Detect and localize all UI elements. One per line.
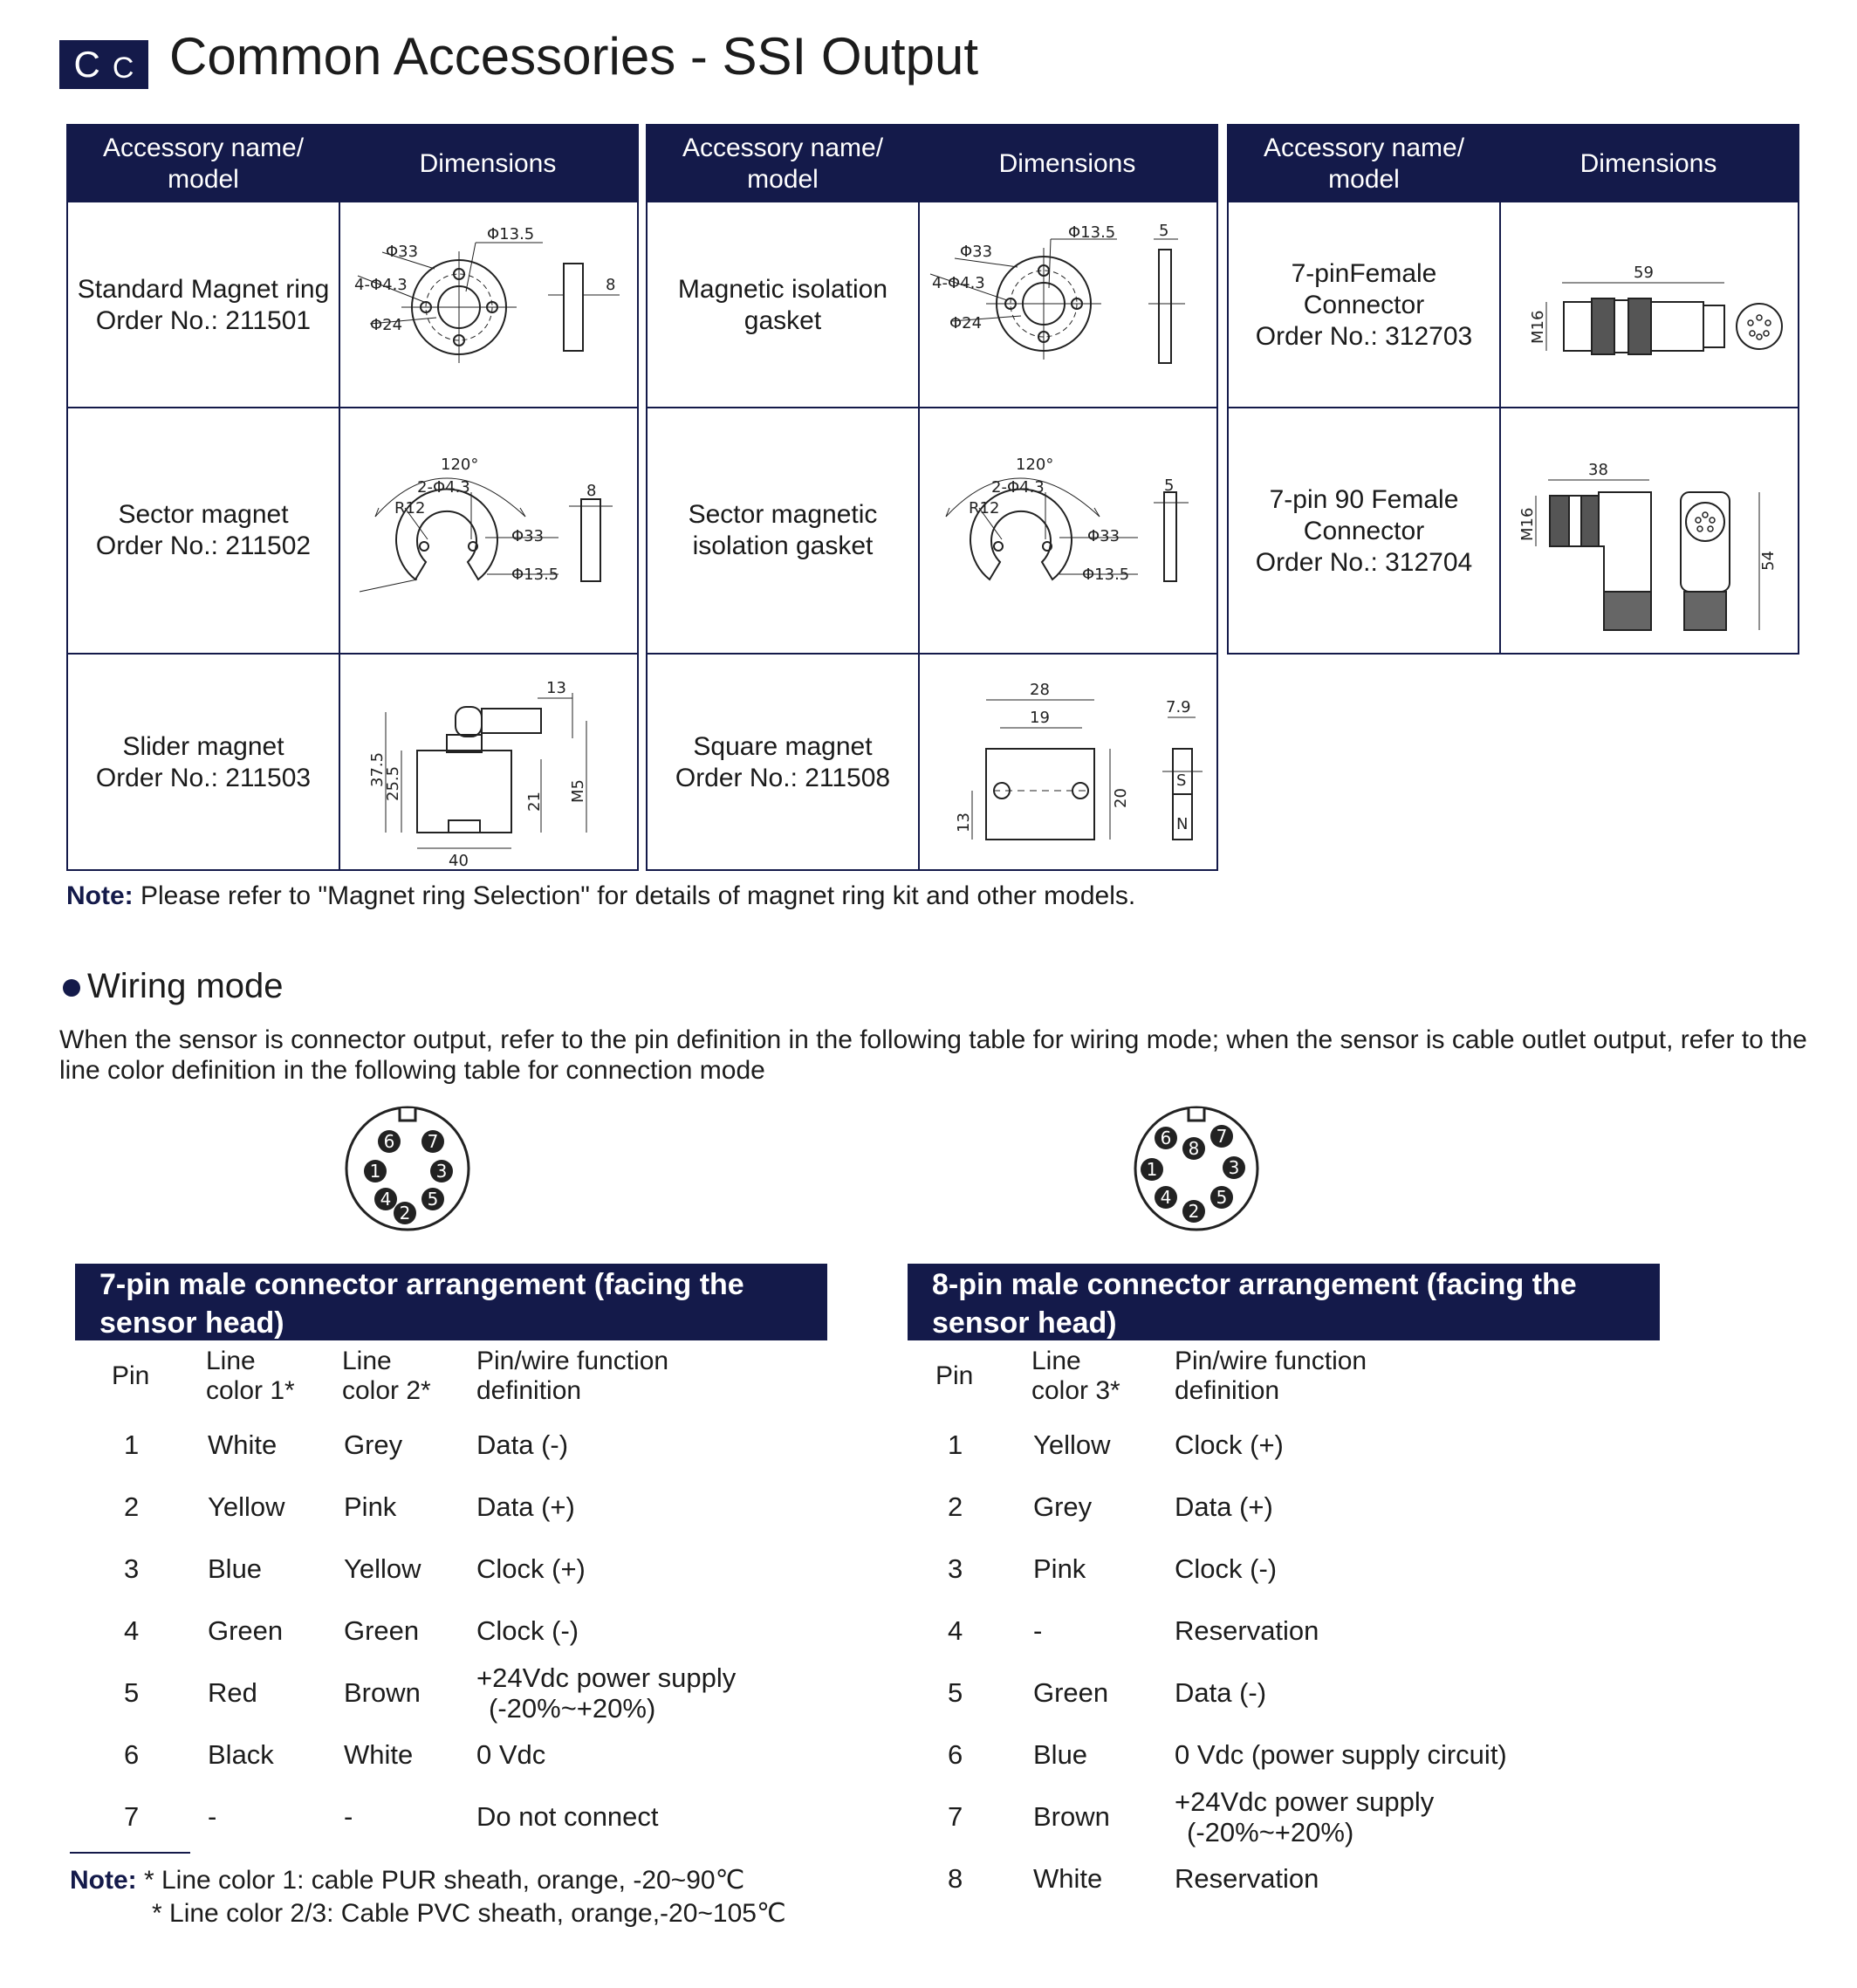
pin-number: 5 bbox=[1216, 1187, 1228, 1208]
cell-pin: 8 bbox=[948, 1863, 963, 1894]
accessory-name: Magnetic isolation gasket bbox=[677, 275, 888, 335]
cell-line-color-2: Grey bbox=[344, 1429, 403, 1460]
cell-function: Reservation bbox=[1175, 1863, 1319, 1894]
cell-pin: 7 bbox=[948, 1801, 963, 1832]
pin-number: 6 bbox=[1160, 1128, 1172, 1148]
header-accessory-name: Accessory name/ model bbox=[102, 134, 305, 194]
dimension-drawing-sector-magnet bbox=[340, 408, 637, 653]
cell-line-color-2: Yellow bbox=[344, 1553, 421, 1584]
cell-line-color-1: Red bbox=[208, 1677, 257, 1708]
cell-pin: 2 bbox=[124, 1491, 140, 1522]
accessory-table-1 bbox=[66, 124, 639, 871]
dim-label: Φ13.5 bbox=[511, 566, 559, 584]
cell-function: +24Vdc power supply bbox=[1175, 1786, 1435, 1817]
table-header bbox=[68, 126, 637, 202]
note-label: Note: bbox=[70, 1866, 137, 1895]
order-number: Order No.: 211503 bbox=[95, 764, 312, 792]
bullet-icon bbox=[63, 979, 80, 997]
cell-line-color-1: Yellow bbox=[208, 1491, 285, 1522]
cell-line-color-1: - bbox=[208, 1801, 217, 1832]
header-dimensions: Dimensions bbox=[1579, 149, 1717, 178]
dimension-drawing-square-magnet bbox=[920, 655, 1216, 871]
dim-label: 28 bbox=[1030, 681, 1050, 699]
accessory-name: Sector magnetic isolation gasket bbox=[688, 500, 878, 560]
dim-label: 4-Φ4.3 bbox=[932, 274, 985, 292]
cell-line-color-3: Green bbox=[1033, 1677, 1109, 1708]
dim-label: 2-Φ4.3 bbox=[991, 478, 1045, 497]
cell-function: Clock (-) bbox=[476, 1615, 579, 1646]
badge-letter-small: C bbox=[112, 51, 134, 85]
section-title-wiring: Wiring mode bbox=[87, 967, 284, 1005]
cell-function: Clock (-) bbox=[1175, 1553, 1278, 1584]
cell-line-color-3: White bbox=[1033, 1863, 1103, 1894]
dim-label: 8 bbox=[586, 482, 597, 500]
table-header bbox=[648, 126, 1216, 202]
dim-label: Φ13.5 bbox=[1082, 566, 1130, 584]
cell-line-color-2: - bbox=[344, 1801, 353, 1832]
cell-line-color-3: - bbox=[1033, 1615, 1043, 1646]
dim-label: R12 bbox=[969, 499, 1000, 518]
pin-number: 1 bbox=[369, 1161, 381, 1182]
cell-function: 0 Vdc bbox=[476, 1739, 546, 1770]
accessory-name: 7-pin 90 Female Connector bbox=[1269, 485, 1459, 545]
order-number: Order No.: 211502 bbox=[95, 531, 312, 560]
pole-label: S bbox=[1176, 771, 1187, 790]
pin-number: 1 bbox=[1146, 1159, 1158, 1180]
order-number: Order No.: 312703 bbox=[1255, 322, 1473, 351]
dim-label: Φ13.5 bbox=[487, 225, 535, 243]
accessory-table-2 bbox=[646, 124, 1218, 871]
dim-label: 54 bbox=[1759, 551, 1778, 571]
pin-number: 2 bbox=[1188, 1201, 1200, 1222]
col-head-line-color-1: Line color 1* bbox=[206, 1347, 295, 1405]
dim-label: Φ33 bbox=[1087, 527, 1120, 545]
pin-number: 5 bbox=[427, 1189, 439, 1210]
header-dimensions: Dimensions bbox=[998, 149, 1136, 178]
cell-line-color-2: Green bbox=[344, 1615, 420, 1646]
pin-number: 6 bbox=[383, 1131, 395, 1152]
cell-line-color-1: Green bbox=[208, 1615, 284, 1646]
header-dimensions: Dimensions bbox=[419, 149, 557, 178]
col-head-line-color-3: Line color 3* bbox=[1031, 1347, 1120, 1405]
accessory-standard-magnet-ring bbox=[68, 204, 339, 407]
dimension-drawing-slider-magnet bbox=[340, 655, 637, 871]
cell-line-color-3: Blue bbox=[1033, 1739, 1088, 1770]
dim-label: 59 bbox=[1634, 264, 1654, 282]
dim-label: 25.5 bbox=[384, 765, 402, 801]
accessory-magnetic-isolation-gasket bbox=[648, 204, 918, 407]
cell-pin: 5 bbox=[124, 1677, 140, 1708]
pin-number: 4 bbox=[380, 1189, 392, 1210]
cell-line-color-3: Pink bbox=[1033, 1553, 1086, 1584]
dim-label: R12 bbox=[394, 499, 426, 518]
cell-pin: 5 bbox=[948, 1677, 963, 1708]
col-head-pin: Pin bbox=[935, 1361, 974, 1390]
note-divider bbox=[70, 1852, 190, 1854]
accessory-7pin-90-female-connector bbox=[1229, 408, 1499, 655]
badge-letter-large: C bbox=[73, 44, 100, 85]
note-magnet-selection bbox=[66, 881, 1135, 911]
order-number: Order No.: 211501 bbox=[95, 306, 312, 335]
accessory-name: Standard Magnet ring bbox=[77, 275, 330, 304]
order-number: Order No.: 312704 bbox=[1255, 548, 1473, 577]
pin-number: 3 bbox=[435, 1161, 448, 1182]
cell-function: Data (+) bbox=[476, 1491, 575, 1522]
note-line-1: * Line color 1: cable PUR sheath, orange, -20~90℃ bbox=[136, 1866, 745, 1895]
col-head-function: Pin/wire function definition bbox=[476, 1347, 669, 1405]
accessory-square-magnet bbox=[648, 655, 918, 871]
accessory-slider-magnet bbox=[68, 655, 339, 871]
cell-function-range: (-20%~+20%) bbox=[1187, 1817, 1354, 1847]
cell-pin: 1 bbox=[124, 1429, 140, 1460]
pin-number: 7 bbox=[427, 1131, 439, 1152]
dim-label: 5 bbox=[1164, 476, 1175, 495]
dim-label: 40 bbox=[449, 852, 469, 870]
dimension-drawing-isolation-gasket bbox=[920, 204, 1216, 407]
cell-pin: 6 bbox=[124, 1739, 140, 1770]
dimension-drawing-sector-gasket bbox=[920, 408, 1216, 653]
wiring-description: When the sensor is connector output, refer to the pin definition in the following table for wiring mode; when the sensor is cable outlet output, refer to the line color definition in the following table for connection mode bbox=[59, 1025, 1807, 1085]
cell-function-range: (-20%~+20%) bbox=[489, 1693, 656, 1724]
dim-label: Φ24 bbox=[949, 314, 983, 332]
accessory-table-3 bbox=[1227, 124, 1799, 655]
dim-label: 120° bbox=[1016, 456, 1054, 474]
accessory-sector-isolation-gasket bbox=[648, 408, 918, 653]
cell-pin: 1 bbox=[948, 1429, 963, 1460]
dim-label: 13 bbox=[546, 679, 566, 697]
pin-number: 3 bbox=[1228, 1157, 1240, 1178]
cell-line-color-3: Yellow bbox=[1033, 1429, 1111, 1460]
dimension-drawing-standard-magnet-ring bbox=[340, 204, 637, 407]
order-number: Order No.: 211508 bbox=[675, 764, 891, 792]
dim-label: Φ13.5 bbox=[1068, 223, 1116, 242]
cell-pin: 7 bbox=[124, 1801, 140, 1832]
table-heading-8pin: 8-pin male connector arrangement (facing the sensor head) bbox=[908, 1264, 1660, 1340]
dim-label: M16 bbox=[1518, 507, 1537, 541]
page-title: Common Accessories - SSI Output bbox=[169, 27, 979, 86]
dim-label: 120° bbox=[441, 456, 479, 474]
cell-function: Data (-) bbox=[476, 1429, 569, 1460]
dim-label: 37.5 bbox=[368, 751, 387, 787]
note-line-colors bbox=[70, 1864, 786, 1930]
pole-label: N bbox=[1176, 815, 1189, 833]
cell-function: 0 Vdc (power supply circuit) bbox=[1175, 1739, 1507, 1770]
cell-line-color-2: Brown bbox=[344, 1677, 421, 1708]
note-label: Note: bbox=[66, 881, 134, 910]
dim-label: 13 bbox=[955, 812, 973, 833]
cell-pin: 6 bbox=[948, 1739, 963, 1770]
cell-line-color-1: Blue bbox=[208, 1553, 263, 1584]
cell-line-color-2: Pink bbox=[344, 1491, 397, 1522]
col-head-function: Pin/wire function definition bbox=[1175, 1347, 1367, 1405]
cell-function: Clock (+) bbox=[476, 1553, 586, 1584]
pin-diagram-7 bbox=[342, 1103, 473, 1234]
table-heading-7pin: 7-pin male connector arrangement (facing the sensor head) bbox=[75, 1264, 827, 1340]
cell-function: Clock (+) bbox=[1175, 1429, 1284, 1460]
dim-label: M5 bbox=[569, 779, 587, 803]
dim-label: 4-Φ4.3 bbox=[354, 276, 408, 294]
cell-function: Data (+) bbox=[1175, 1491, 1273, 1522]
dim-label: Φ24 bbox=[370, 316, 403, 334]
pin-diagram-8 bbox=[1131, 1103, 1262, 1234]
cell-function: +24Vdc power supply bbox=[476, 1662, 737, 1693]
cell-pin: 4 bbox=[948, 1615, 963, 1646]
cell-function: Data (-) bbox=[1175, 1677, 1267, 1708]
pin-number: 4 bbox=[1160, 1187, 1172, 1208]
dim-label: 38 bbox=[1588, 461, 1608, 479]
cell-line-color-1: White bbox=[208, 1429, 278, 1460]
dim-label: Φ33 bbox=[960, 243, 993, 261]
accessory-sector-magnet bbox=[68, 408, 339, 653]
col-head-pin: Pin bbox=[112, 1361, 150, 1390]
dim-label: 20 bbox=[1112, 788, 1130, 808]
cell-pin: 4 bbox=[124, 1615, 140, 1646]
dim-label: 5 bbox=[1159, 222, 1169, 240]
cell-line-color-1: Black bbox=[208, 1739, 274, 1770]
accessory-name: Square magnet bbox=[693, 732, 873, 761]
dim-label: 19 bbox=[1030, 709, 1050, 727]
dimension-drawing-7pin-90-female bbox=[1501, 408, 1798, 655]
dim-label: M16 bbox=[1529, 310, 1547, 344]
section-badge bbox=[59, 40, 148, 89]
pin-number: 8 bbox=[1188, 1138, 1200, 1159]
dim-label: 8 bbox=[606, 276, 616, 294]
cell-function: Reservation bbox=[1175, 1615, 1319, 1646]
dim-label: Φ33 bbox=[386, 243, 419, 261]
accessory-name: Slider magnet bbox=[122, 732, 284, 761]
dimension-drawing-7pin-female bbox=[1501, 204, 1798, 407]
cell-pin: 2 bbox=[948, 1491, 963, 1522]
table-header bbox=[1229, 126, 1798, 202]
cell-line-color-3: Brown bbox=[1033, 1801, 1110, 1832]
cell-line-color-3: Grey bbox=[1033, 1491, 1093, 1522]
cell-pin: 3 bbox=[948, 1553, 963, 1584]
cell-line-color-2: White bbox=[344, 1739, 414, 1770]
accessory-7pin-female-connector bbox=[1229, 204, 1499, 407]
header-accessory-name: Accessory name/ model bbox=[1263, 134, 1465, 194]
pin-number: 7 bbox=[1216, 1126, 1228, 1147]
cell-function: Do not connect bbox=[476, 1801, 659, 1832]
cell-pin: 3 bbox=[124, 1553, 140, 1584]
note-line-2: * Line color 2/3: Cable PVC sheath, orange,-20~105℃ bbox=[152, 1899, 786, 1928]
note-text: Please refer to "Magnet ring Selection" for details of magnet ring kit and other models. bbox=[133, 881, 1136, 910]
dim-label: Φ33 bbox=[511, 527, 545, 545]
dim-label: 2-Φ4.3 bbox=[417, 478, 470, 497]
col-head-line-color-2: Line color 2* bbox=[342, 1347, 431, 1405]
dim-label: 21 bbox=[525, 792, 544, 812]
dim-label: 7.9 bbox=[1166, 698, 1191, 716]
pin-number: 2 bbox=[399, 1203, 411, 1224]
accessory-name: 7-pinFemale Connector bbox=[1291, 259, 1437, 319]
header-accessory-name: Accessory name/ model bbox=[682, 134, 884, 194]
accessory-name: Sector magnet bbox=[118, 500, 289, 529]
